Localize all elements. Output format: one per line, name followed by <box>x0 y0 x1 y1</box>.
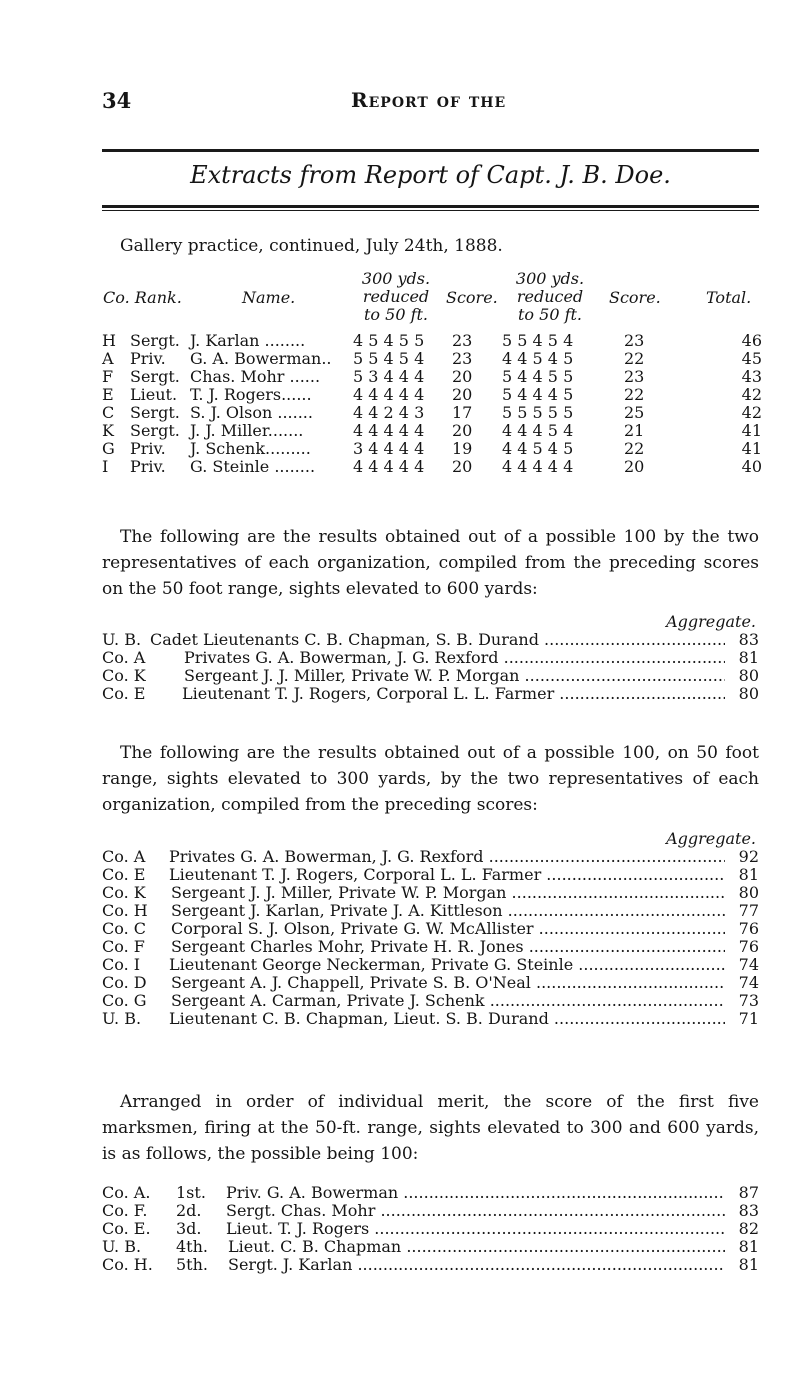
aggregate-value: 71 <box>738 1009 759 1028</box>
aggregate-value: 80 <box>738 684 759 703</box>
table-row <box>102 457 762 476</box>
names-cell: Lieutenant T. J. Rogers, Corporal L. L. Farmer ..... <box>182 684 725 703</box>
total-cell: 42 <box>741 385 762 404</box>
shots-a-cell: 5 5 4 5 4 <box>353 349 425 368</box>
shots-b-cell: 5 4 4 4 5 <box>502 385 574 404</box>
aggregate-value: 74 <box>738 973 759 992</box>
intro-order-of-merit <box>102 1089 759 1167</box>
name-cell: S. J. Olson ....... <box>190 403 313 422</box>
shots-a-cell: 4 4 4 4 4 <box>353 385 425 404</box>
table-row <box>102 439 762 458</box>
total-cell: 45 <box>741 349 762 368</box>
aggregate-row <box>102 973 759 992</box>
rank-cell: Priv. <box>130 457 166 476</box>
co-cell: F <box>102 367 114 386</box>
company-cell: Co. K <box>102 883 146 902</box>
score-b-cell: 21 <box>624 421 645 440</box>
rank-cell: Priv. <box>130 439 166 458</box>
table-row <box>102 349 762 368</box>
score-value: 81 <box>738 1237 759 1256</box>
score-a-cell: 20 <box>452 367 473 386</box>
merit-row <box>102 1219 759 1238</box>
score-value: 87 <box>738 1183 759 1202</box>
name-cell: T. J. Rogers...... <box>190 385 312 404</box>
intro-300-yards <box>102 740 759 818</box>
names-cell: Privates G. A. Bowerman, J. G. Rexford ..... <box>184 648 725 667</box>
rank-cell: Priv. <box>130 349 166 368</box>
score-b-cell: 22 <box>624 349 645 368</box>
co-cell: H <box>102 331 116 350</box>
co-cell: G <box>102 439 115 458</box>
total-cell: 40 <box>741 457 762 476</box>
score-a-cell: 17 <box>452 403 473 422</box>
aggregate-row <box>102 648 759 667</box>
company-cell: Co. A <box>102 648 146 667</box>
intro-merit-text: Arranged in order of individual merit, the score of the first five marksmen, firing at the 50-ft. range, sights elevated to 300 and 600 yards, is as follows, the possible being 100: <box>102 1092 759 1164</box>
name-cell: J. Karlan ........ <box>190 331 306 350</box>
company-cell: Co. F. <box>102 1201 148 1220</box>
names-cell: Lieutenant C. B. Chapman, Lieut. S. B. Durand ..... <box>169 1009 725 1028</box>
aggregate-row <box>102 684 759 703</box>
total-cell: 46 <box>741 331 762 350</box>
col-header-score-a: Score. <box>446 288 498 307</box>
aggregate-value: 81 <box>738 648 759 667</box>
name-cell: Lieut. C. B. Chapman ..... <box>228 1237 725 1256</box>
company-cell: U. B. <box>102 1237 142 1256</box>
names-cell: Corporal S. J. Olson, Private G. W. McAllister ..... <box>171 919 725 938</box>
company-cell: Co. G <box>102 991 147 1010</box>
table-row <box>102 385 762 404</box>
merit-row <box>102 1237 759 1256</box>
reduced-a-line3: to 50 ft. <box>363 305 429 324</box>
col-header-score-b: Score. <box>609 288 661 307</box>
place-cell: 4th. <box>176 1237 208 1256</box>
score-b-cell: 22 <box>624 385 645 404</box>
intro-600-text: The following are the results obtained out of a possible 100 by the two representatives of each organization, compiled from the preceding scores on the 50 foot range, sights elevated to 600 yards: <box>102 527 759 599</box>
name-cell: G. Steinle ........ <box>190 457 316 476</box>
total-cell: 41 <box>741 421 762 440</box>
name-cell: G. A. Bowerman.. <box>190 349 332 368</box>
shots-a-cell: 4 5 4 5 5 <box>353 331 425 350</box>
aggregate-row <box>102 955 759 974</box>
rank-cell: Sergt. <box>130 403 180 422</box>
score-b-cell: 25 <box>624 403 645 422</box>
score-b-cell: 23 <box>624 367 645 386</box>
place-cell: 3d. <box>176 1219 202 1238</box>
company-cell: Co. A. <box>102 1183 151 1202</box>
names-cell: Privates G. A. Bowerman, J. G. Rexford ..... <box>169 847 725 866</box>
names-cell: Cadet Lieutenants C. B. Chapman, S. B. Durand ..... <box>150 630 725 649</box>
merit-row <box>102 1255 759 1274</box>
score-a-cell: 23 <box>452 349 473 368</box>
shots-b-cell: 4 4 5 4 5 <box>502 439 574 458</box>
aggregate-value: 80 <box>738 666 759 685</box>
aggregate-value: 83 <box>738 630 759 649</box>
names-cell: Sergeant A. Carman, Private J. Schenk ..... <box>171 991 725 1010</box>
score-value: 83 <box>738 1201 759 1220</box>
name-cell: J. Schenk......... <box>190 439 311 458</box>
name-cell: Lieut. T. J. Rogers ..... <box>226 1219 725 1238</box>
shots-b-cell: 5 5 5 5 5 <box>502 403 574 422</box>
rank-cell: Sergt. <box>130 421 180 440</box>
name-cell: Sergt. Chas. Mohr ..... <box>226 1201 725 1220</box>
total-cell: 43 <box>741 367 762 386</box>
co-cell: I <box>102 457 109 476</box>
name-cell: Sergt. J. Karlan ..... <box>228 1255 725 1274</box>
aggregate-value: 81 <box>738 865 759 884</box>
reduced-b-line1: 300 yds. <box>515 269 585 288</box>
aggregate-label-300: Aggregate. <box>666 829 756 848</box>
aggregate-row <box>102 630 759 649</box>
aggregate-value: 92 <box>738 847 759 866</box>
score-a-cell: 23 <box>452 331 473 350</box>
intro-300-text: The following are the results obtained out of a possible 100, on 50 foot range, sights elevated to 300 yards, by the two representatives of each organization, compiled from the preceding scores: <box>102 743 759 815</box>
aggregate-label-600: Aggregate. <box>666 612 756 631</box>
col-header-total: Total. <box>706 288 752 307</box>
score-a-cell: 19 <box>452 439 473 458</box>
aggregate-value: 76 <box>738 919 759 938</box>
shots-a-cell: 5 3 4 4 4 <box>353 367 425 386</box>
names-cell: Lieutenant George Neckerman, Private G. Steinle ..... <box>169 955 725 974</box>
score-value: 81 <box>738 1255 759 1274</box>
aggregate-value: 77 <box>738 901 759 920</box>
aggregate-row <box>102 865 759 884</box>
co-cell: C <box>102 403 115 422</box>
co-cell: E <box>102 385 114 404</box>
page-number: 34 <box>102 88 132 113</box>
rank-cell: Sergt. <box>130 331 180 350</box>
score-value: 82 <box>738 1219 759 1238</box>
company-cell: Co. E <box>102 684 146 703</box>
table-row <box>102 367 762 386</box>
title-rule <box>102 205 759 208</box>
company-cell: Co. E <box>102 865 146 884</box>
reduced-b-line3: to 50 ft. <box>517 305 583 324</box>
company-cell: Co. A <box>102 847 146 866</box>
score-a-cell: 20 <box>452 457 473 476</box>
aggregate-row <box>102 919 759 938</box>
col-header-reduced-a <box>358 270 434 324</box>
company-cell: Co. H. <box>102 1255 153 1274</box>
aggregate-row <box>102 901 759 920</box>
shots-b-cell: 4 4 5 4 5 <box>502 349 574 368</box>
company-cell: Co. H <box>102 901 148 920</box>
score-b-cell: 20 <box>624 457 645 476</box>
score-b-cell: 23 <box>624 331 645 350</box>
place-cell: 1st. <box>176 1183 206 1202</box>
rank-cell: Lieut. <box>130 385 178 404</box>
shots-b-cell: 4 4 4 5 4 <box>502 421 574 440</box>
company-cell: Co. I <box>102 955 141 974</box>
reduced-a-line2: reduced <box>362 287 430 306</box>
company-cell: U. B. <box>102 1009 142 1028</box>
page-title: Extracts from Report of Capt. J. B. Doe. <box>190 161 671 189</box>
names-cell: Sergeant J. Karlan, Private J. A. Kittleson ..... <box>171 901 725 920</box>
co-cell: K <box>102 421 114 440</box>
shots-a-cell: 3 4 4 4 4 <box>353 439 425 458</box>
aggregate-value: 76 <box>738 937 759 956</box>
col-header-reduced-b <box>512 270 588 324</box>
shots-a-cell: 4 4 4 4 4 <box>353 421 425 440</box>
reduced-a-line1: 300 yds. <box>361 269 431 288</box>
aggregate-value: 80 <box>738 883 759 902</box>
aggregate-value: 74 <box>738 955 759 974</box>
company-cell: Co. K <box>102 666 146 685</box>
names-cell: Sergeant J. J. Miller, Private W. P. Morgan ..... <box>184 666 725 685</box>
company-cell: U. B. <box>102 630 142 649</box>
shots-a-cell: 4 4 4 4 4 <box>353 457 425 476</box>
co-cell: A <box>102 349 114 368</box>
merit-row <box>102 1201 759 1220</box>
rank-cell: Sergt. <box>130 367 180 386</box>
name-cell: Priv. G. A. Bowerman ..... <box>226 1183 725 1202</box>
aggregate-value: 73 <box>738 991 759 1010</box>
score-a-cell: 20 <box>452 421 473 440</box>
shots-b-cell: 5 4 4 5 5 <box>502 367 574 386</box>
company-cell: Co. F <box>102 937 145 956</box>
company-cell: Co. E. <box>102 1219 151 1238</box>
aggregate-row <box>102 847 759 866</box>
col-header-co-rank: Co. Rank. <box>103 288 182 307</box>
score-b-cell: 22 <box>624 439 645 458</box>
table-row <box>102 403 762 422</box>
names-cell: Sergeant A. J. Chappell, Private S. B. O'Neal ..... <box>171 973 725 992</box>
company-cell: Co. D <box>102 973 147 992</box>
score-a-cell: 20 <box>452 385 473 404</box>
aggregate-row <box>102 666 759 685</box>
title-rule-thin <box>102 210 759 211</box>
total-cell: 42 <box>741 403 762 422</box>
aggregate-row <box>102 1009 759 1028</box>
aggregate-row <box>102 937 759 956</box>
gallery-caption: Gallery practice, continued, July 24th, 1888. <box>120 236 503 256</box>
intro-600-yards <box>102 524 759 602</box>
merit-row <box>102 1183 759 1202</box>
place-cell: 5th. <box>176 1255 208 1274</box>
name-cell: Chas. Mohr ...... <box>190 367 321 386</box>
name-cell: J. J. Miller....... <box>190 421 304 440</box>
place-cell: 2d. <box>176 1201 202 1220</box>
aggregate-row <box>102 991 759 1010</box>
top-rule <box>102 149 759 152</box>
total-cell: 41 <box>741 439 762 458</box>
shots-b-cell: 4 4 4 4 4 <box>502 457 574 476</box>
shots-a-cell: 4 4 2 4 3 <box>353 403 425 422</box>
table-row <box>102 421 762 440</box>
reduced-b-line2: reduced <box>516 287 584 306</box>
names-cell: Sergeant Charles Mohr, Private H. R. Jones ..... <box>171 937 725 956</box>
col-header-name: Name. <box>242 288 296 307</box>
running-title: Report of the <box>351 88 507 112</box>
company-cell: Co. C <box>102 919 147 938</box>
names-cell: Lieutenant T. J. Rogers, Corporal L. L. Farmer ..... <box>169 865 725 884</box>
shots-b-cell: 5 5 4 5 4 <box>502 331 574 350</box>
table-row <box>102 331 762 350</box>
names-cell: Sergeant J. J. Miller, Private W. P. Morgan ..... <box>171 883 725 902</box>
aggregate-row <box>102 883 759 902</box>
